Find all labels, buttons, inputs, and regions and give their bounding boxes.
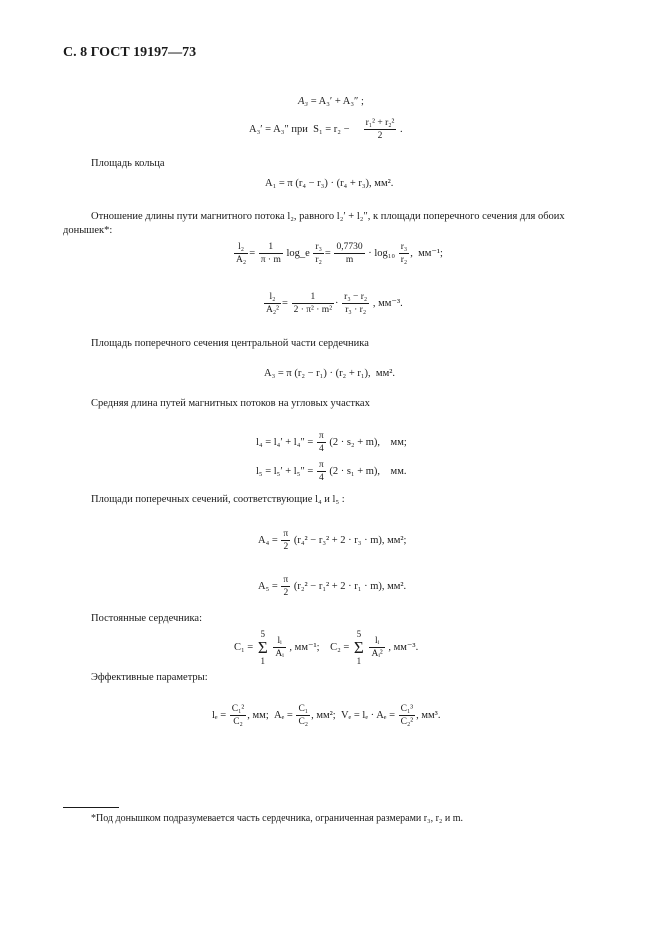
denominator: C₂² [400,717,414,727]
numerator: l₂ [234,241,248,254]
equation-ratio-1: $\frac{\text{l₂}}{\text{A₂}}$ = $\frac{1}{\pi \cdot m}$ log_e $\frac{\text{r₃}}{\text{r₂}}$ = $\frac{0,7730}{m}$ · log₁₀ $\frac{\text{r₃}}{\text{r₂}}$ , мм⁻¹; [236,242,443,265]
eq-unit: мм²; [387,534,407,546]
eq-rhs: (2 · s₁ + m), [329,465,381,477]
le-label: lₑ = [212,709,227,721]
sum-lower: 1 [260,656,266,666]
eq-lhs: A₅ = [258,580,278,592]
ae-label: Aₑ = [274,709,293,721]
log-e: log_e [286,247,310,259]
text-ratio: Отношение длины пути магнитного потока l₂, равного l₂′ + l₂″, к площади поперечного сечения для обоих [91,211,565,222]
equation-a5 [258,574,406,599]
sum-sign [354,629,364,666]
text-constants: Постоянные сердечника: [91,613,203,624]
eq-unit: мм². [374,178,394,189]
fraction [369,635,384,660]
fraction [313,241,323,266]
sigma-icon: Σ [257,638,268,657]
eq-rhs: = A₃′ + A₃″ ; [310,96,364,107]
eq-unit: мм. [390,465,407,477]
denominator: A₂² [266,305,280,315]
fraction [264,291,281,316]
denominator: m [345,255,354,265]
numerator: r₃ − r₂ [344,292,368,302]
equation-a3-condition [249,117,403,142]
text-sections: Площади поперечных сечений, соответствующие l₄ и l₅ : [91,494,345,505]
denominator: A₂ [236,255,247,265]
eq-unit: мм; [390,436,407,448]
eq-lhs: A₄ = [258,534,278,546]
eq-lhs: A₃′ = A₃″ при [249,123,308,135]
equation-constants [234,629,418,666]
fraction [334,241,364,266]
numerator: r₃ [400,242,408,252]
eq-lhs: l₄ = l₄′ + l₄″ = [256,436,314,448]
sum-upper: 5 [260,629,266,639]
eq-end: . [400,123,403,135]
fraction [342,291,369,316]
fraction [273,635,285,660]
eq-lhs: A₃ = π (r₂ − r₁) · (r₂ + r₁), [264,368,371,379]
denominator: Aᵢ² [371,649,383,659]
denominator: π · m [260,255,281,265]
c2-label: C₂ = [330,641,350,653]
unit-1: , мм; [247,709,269,721]
equation-l5 [256,459,406,484]
numerator: C₁² [231,704,245,714]
ve-label: Vₑ = lₑ · Aₑ = [340,709,396,721]
equation-ratio-2: $\frac{\text{l₂}}{\text{A₂²}}$ = $\frac{1}{\text{2 · π² · m²}}$ · $\frac{\text{r₃ − r₂}}{\text{r₃ · r₂}}$ , мм⁻³. [266,292,403,315]
denominator: 2 [283,588,289,598]
footnote-rule [63,807,119,808]
denominator: 4 [318,473,324,483]
eq-rhs: (r₄² − r₃² + 2 · r₃ · m), [293,534,385,546]
eq-unit: мм⁻¹; [418,247,443,259]
numerator: π [318,431,324,441]
sigma-icon: Σ [353,638,364,657]
numerator: l₂ [264,291,281,304]
numerator: lᵢ [369,635,384,648]
fraction [281,528,290,553]
eq-lhs: A₁ = π (r₄ − r₃) · (r₄ + r₃), [265,178,372,189]
log-10: · log₁₀ [368,247,396,259]
equation-a3-sum [298,96,364,107]
eq-unit: мм². [387,580,407,592]
footnote: *Под донышком подразумевается часть сердечника, ограниченная размерами r₃, r₂ и m. [91,813,464,824]
numerator: r₃ [315,242,322,252]
text-avg-length: Средняя длина путей магнитных потоков на угловых участках [91,398,370,409]
denominator: 4 [318,444,324,454]
numerator: C₁ [298,704,309,714]
fraction [317,430,326,455]
denominator: C₂ [298,717,309,727]
text-effective: Эффективные параметры: [91,672,208,683]
fraction [292,291,334,316]
fraction [399,241,409,266]
page-header: С. 8 ГОСТ 19197—73 [63,45,197,60]
eq-lhs: l₅ = l₅′ + l₅″ = [256,465,314,477]
denominator: 2 [377,131,383,141]
fraction [281,574,290,599]
numerator: π [318,460,324,470]
fraction [296,703,310,728]
sum-upper: 5 [356,629,362,639]
unit-1: , мм⁻¹; [289,641,320,653]
equation-a1 [265,178,393,189]
eq-rhs: (r₂² − r₁² + 2 · r₁ · m), [293,580,385,592]
denominator: 2 · π² · m² [293,305,333,315]
eq-unit: , мм⁻³. [372,297,403,309]
numerator: r₁² + r₂² [365,118,395,128]
equation-l4 [256,430,407,455]
eq-rhs: (2 · s₂ + m), [329,436,381,448]
denominator: 2 [283,542,289,552]
numerator: C₁³ [400,704,414,714]
fraction [234,241,248,266]
numerator: 1 [259,241,283,254]
fraction [259,241,283,266]
fraction [399,703,416,728]
denominator: Aᵢ [275,649,284,659]
unit-2: , мм⁻³. [388,641,419,653]
equation-a3 [264,368,395,379]
numerator: π [283,529,289,539]
equation-a4 [258,528,406,553]
equation-effective [212,703,440,728]
eq-s1: S₁ = r₂ − [313,123,350,135]
eq-lhs: A₃ [298,96,309,107]
numerator: 1 [292,291,334,304]
denominator: r₃ · r₂ [345,305,367,315]
fraction [230,703,247,728]
eq-unit: мм². [375,368,395,379]
unit-2: , мм²; [311,709,336,721]
text-ratio-cont: донышек*: [63,225,113,236]
text-ring-area: Площадь кольца [91,158,165,169]
numerator: lᵢ [273,635,285,648]
fraction [364,117,397,142]
numerator: 0,7730 [336,242,363,252]
denominator: C₂ [233,717,243,727]
numerator: π [283,575,289,585]
sum-sign [258,629,268,666]
denominator: r₂ [315,255,322,265]
c1-label: C₁ = [234,641,254,653]
sum-lower: 1 [356,656,362,666]
denominator: r₂ [400,255,408,265]
text-center-area: Площадь поперечного сечения центральной части сердечника [91,338,369,349]
unit-3: , мм³. [416,709,441,721]
fraction [317,459,326,484]
